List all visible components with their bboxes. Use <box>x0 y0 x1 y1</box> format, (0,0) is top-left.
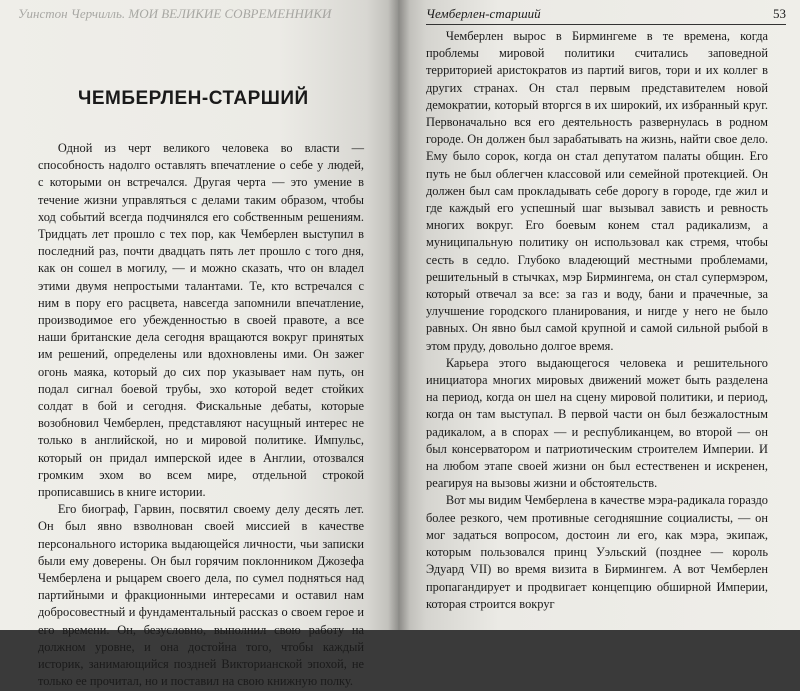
right-page <box>398 0 800 630</box>
page-number: 53 <box>773 6 786 21</box>
left-running-header: Уинстон Черчилль. МОИ ВЕЛИКИЕ СОВРЕМЕННИКИ <box>18 6 332 21</box>
paragraph: Его биограф, Гарвин, посвятил своему делу десять лет. Он был явно взволнован своей миссией в качестве персонального историка выдающейся личности, чьи записки были ему доверены. Он был горячим поклонником Джозефа Чемберлена и рыцарем своего дела, по сумел подняться над партийными и фракционными интересами и оставил нам добросовестный и фундаментальный рассказ о своем герое и его времени. Он, безусловно, выполнил свою работу на должном уровне, и она достойна того, чтобы каждый историк, занимающийся поздней Викторианской эпохой, не только ее прочитал, но и поставил на свою книжную полку. <box>38 502 364 689</box>
paragraph: Чемберлен вырос в Бирмингеме в те времена, когда проблемы мировой политики считались заповедной территорией аристократов из партий вигов, тори и их коллег в других странах. Он стал первым представителем новой демократии, который вторгся в их широкий, их избранный круг. Первоначально вся его деятельность развернулась в родном городе. Он должен был зарабатывать на жизнь, найти свое дело. Ему было сорок, когда он стал депутатом палаты общин. Его путь не был облегчен классовой или семейной протекцией. Он должен был сам прокладывать себе дорогу в городе, где жил и где каждый его успешный шаг вызывал зависть и ревность многих вокруг. Его боевым конем стал радикализм, а муниципальную политику он использовал как стремя, чтобы сесть в седло. Глубоко владеющий местными проблемами, решительный в стычках, мэр Бирмингема, он стал супермэром, который отвечал за все: за газ и воду, бани и прачечные, за улучшение городского планирования, и нигде у него не было равных. Он явно был самой крупной и самой сильной рыбой в этом пруду, довольно долгое время. <box>426 29 768 353</box>
left-text-block <box>38 140 364 691</box>
paragraph: Вот мы видим Чемберлена в качестве мэра-радикала гораздо более резкого, чем противные сегодняшние социалисты, — он мог задаться вопросом, достоин ли его, как мэра, экипаж, которым пользовался принц Уэльский (позднее — король Эдуард VII) во время визита в Бирмингем. А вот Чемберлен пропагандирует и продвигает концепцию обширной Империи, которая строится вокруг <box>426 493 768 611</box>
paragraph: Одной из черт великого человека во власти — способность надолго оставлять впечатление о себе у людей, с которыми он встречался. Другая черта — это умение в течение жизни управляться с делами таким образом, чтобы ход событий всегда подчинялся его собственным решениям. Тридцать лет прошло с тех пор, как Чемберлен выступил в последний раз, почти двадцать пять лет прошло с того дня, как он сошел в могилу, — и можно сказать, что он владел этими двумя непростыми талантами. Те, кто встречался с ним в пору его расцвета, навсегда запомнили впечатление, производимое его убежденностью в своей правоте, а все наши британские дела сегодня вращаются вокруг принятых им решений, определены или вдохновлены ими. Он зажег огонь маяка, который до сих пор указывает нам путь, он подал сигнал боевой трубы, эхо которой ведет стойких солдат в бой и сегодня. Фискальные дебаты, которые возобновил Чемберлен, представляют насущный интерес не только в английской, но и мировой политике. Импульс, который он придал имперской идее в Англии, отозвался громким эхом во всем мире, отдельной строкой прописавшись в книге истории. <box>38 141 364 500</box>
right-text-block <box>426 28 768 613</box>
running-header-title: Чемберлен-старший <box>426 6 541 21</box>
left-page <box>0 0 398 689</box>
paragraph: Карьера этого выдающегося человека и решительного инициатора многих мировых движений может быть разделена на период, когда он шел на сцену мировой политики, и период, когда он там выступал. В первой части он был безжалостным радикалом, а в спорах — и республиканцем, во второй — он был консерватором и патриотическим строителем Империи. И на любом этапе своей жизни он был естественен и искренен, реагируя на вызовы жизни и обстоятельств. <box>426 355 768 491</box>
chapter-title: ЧЕМБЕРЛЕН-СТАРШИЙ <box>78 88 309 109</box>
right-running-header <box>426 6 786 25</box>
